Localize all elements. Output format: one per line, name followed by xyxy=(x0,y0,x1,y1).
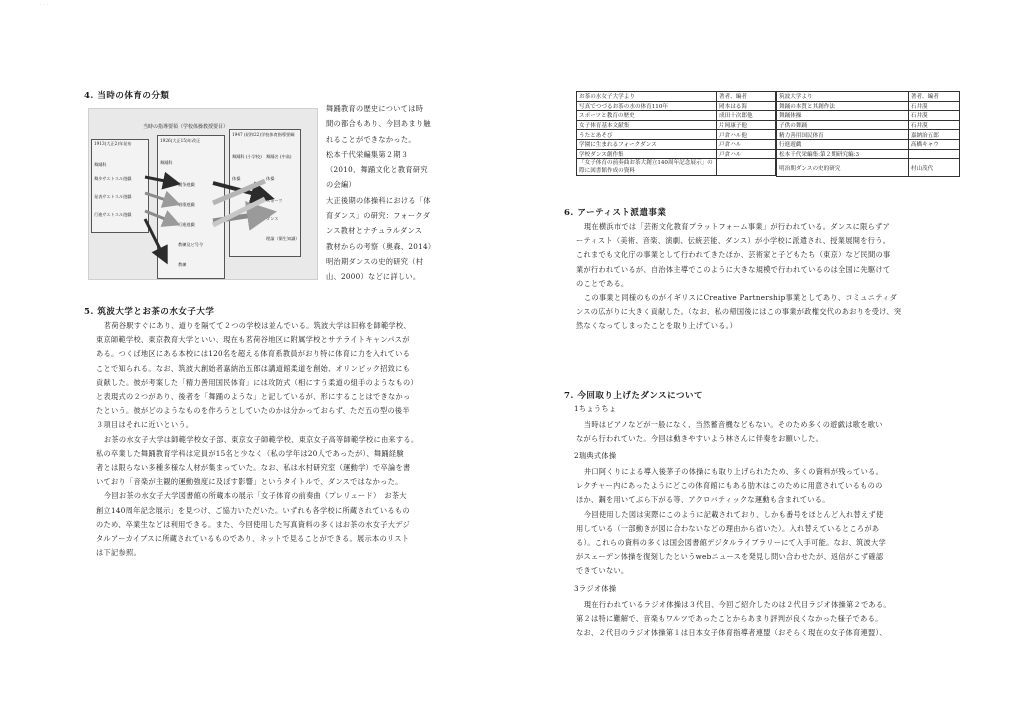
table-row xyxy=(577,111,776,121)
table-header-cell: お茶の水女子大学より xyxy=(577,92,717,102)
caption-line: 教材からの考察（奥森、2014） xyxy=(326,241,436,251)
diagram-caption xyxy=(326,101,456,285)
table-header-cell: 著者、編者 xyxy=(908,92,959,102)
body-line: ３項目はそれに近いという。 xyxy=(96,420,194,430)
table-row xyxy=(777,120,960,130)
table-row xyxy=(777,101,960,111)
caption-line: 舞踊教育の歴史については時 xyxy=(326,104,424,113)
body-line: この事業と同様のものがイギリスにCreative Partnership事業としてあり、コミュニティダ xyxy=(583,293,898,303)
table-cell: 女子体育基本文献集 xyxy=(577,120,717,130)
caption-line: 育ダンス」の研究：フォークダ xyxy=(326,211,431,221)
arrow xyxy=(145,219,165,259)
table-cell: 村山茂代 xyxy=(908,159,959,177)
body-line: のことである。 xyxy=(576,278,629,288)
table-cell: 行進遊戯 xyxy=(777,139,909,149)
body-line: 今回お茶の水女子大学図書館の所蔵本の展示「女子体育の前奏曲（プレリュード） お茶大 xyxy=(103,491,407,501)
table-cell: 学校ダンス創作集 xyxy=(577,149,717,159)
table-cell: 成田十次郎他 xyxy=(717,111,776,121)
body-line: いており「音楽が主観的運動強度に及ぼす影響」というタイトルで、ダンスではなかった。 xyxy=(96,477,403,487)
diagram-col2-header: 1926(大正15)年改正 xyxy=(160,138,201,143)
table-cell xyxy=(908,149,959,159)
diagram-cell: ダンス xyxy=(266,216,279,221)
table-cell: 石井漠 xyxy=(908,120,959,130)
table-row xyxy=(577,101,776,111)
table-row xyxy=(577,130,776,140)
table-row xyxy=(777,139,960,149)
caption-line: 大正後期の体操科における「体 xyxy=(326,195,431,205)
diagram-cell: 体操 xyxy=(266,176,275,181)
table-row xyxy=(777,111,960,121)
subsection-1-body xyxy=(576,418,956,446)
body-line: 用している（一部動きが図に合わないなどの理由から省いた）。入れ替えているところがあ xyxy=(576,523,880,533)
table-row xyxy=(577,159,776,176)
body-line: がスェーデン体操を復刻したというwebニュースを発見し問い合わせたが、返信がこず確認 xyxy=(576,552,884,562)
table-cell: 石井漠 xyxy=(908,111,959,121)
diagram-col1-header: 1913(大正2)年発布 xyxy=(94,141,132,146)
diagram-cell: 舞歩サエトスル遊戯 xyxy=(94,176,132,181)
diagram-cell: 体操 xyxy=(232,176,241,181)
body-line: と表現式の２つがあり、後者を「舞踊のような」と記しているが、形にすることはできなかっ xyxy=(96,392,411,402)
caption-line: れることができなかった。 xyxy=(326,134,416,144)
scan-artifact: · · · xyxy=(40,2,48,8)
section-5-body xyxy=(96,319,476,560)
table-cell: 「女子体育の前奏曲お茶大創立140周年記念展示」の際に図書館作成の資料 xyxy=(577,159,717,176)
body-line: 然なくなってしまったことを取り上げている。） xyxy=(576,321,738,331)
table-cell xyxy=(717,159,776,176)
arrow xyxy=(145,211,175,223)
table-header-cell: 筑波大学より xyxy=(777,92,909,102)
diagram-cell: 理論（衛生知識） xyxy=(266,236,300,241)
caption-line: 山、2000）などに詳しい。 xyxy=(326,272,421,282)
table-cell: 高橋キャウ xyxy=(908,139,959,149)
body-line: できていない。 xyxy=(576,566,629,576)
body-line: 今回使用した図は実際にこのように記載されており、しかも番号をほとんど入れ替えず使 xyxy=(583,509,884,519)
table-cell: 明治期ダンスの史的研究 xyxy=(777,159,909,177)
body-line: 茗荷谷駅すぐにあり、道りを隔てて２つの学校は並んでいる。筑波大学は旧称を師範学校、 xyxy=(103,321,411,330)
diagram-cell: 教練及ビ号令 xyxy=(178,242,204,247)
tsukuba-book-table xyxy=(776,91,960,177)
body-line: 貢献した。彼が考案した「精力善用国民体育」には攻防式（相にすう柔道の組手のようなもの） xyxy=(96,377,418,387)
table-cell: 学園に生まれるフォークダンス xyxy=(577,139,717,149)
caption-line: 間の都合もあり、今回あまり触 xyxy=(326,119,431,129)
body-line: 創立140周年記念展示」を見つけ、ご協力いただいた。いずれも各学校に所蔵されているもの xyxy=(96,505,410,515)
subsection-2-title: 2瑞典式体操 xyxy=(574,451,617,460)
body-line: レクチャー内にあったようにどこの体育館にもある肋木はこのために用意されているものの xyxy=(576,481,883,491)
table-cell: 子供の舞踊 xyxy=(777,120,909,130)
diagram-cell: 舞踊科 (小学校) xyxy=(232,154,262,159)
caption-line: ンス教材とナチュラルダンス xyxy=(326,226,423,236)
body-line: 東京師範学校、東京教育大学といい、現在も茗荷谷地区に附属学校とサテライトキャンパスが xyxy=(96,335,410,345)
body-line: 当時はピアノなどが一般になく、当然蓄音機などもない。そのため多くの遊戯は歌を歌い xyxy=(583,420,883,429)
table-cell: 松本千代栄編集:第２期研究編:3 xyxy=(777,149,909,159)
table-row xyxy=(577,120,776,130)
ochanomizu-book-table xyxy=(576,91,776,176)
body-line: たという。彼がどのようなものを作ろうとしていたのかは分かっておらず、ただ五の型の後半 xyxy=(96,406,410,416)
body-line: ある。つくば地区にある本校には120名を超える体育系教員がおり特に体育に力を入れている xyxy=(96,349,411,359)
subsection-3-title: 3ラジオ体操 xyxy=(574,584,617,593)
table-header-row xyxy=(577,92,776,102)
diagram-cell: 舞踊科 xyxy=(94,162,107,167)
arrow xyxy=(145,177,175,183)
diagram-cell: 舞踊科 xyxy=(160,160,173,165)
body-line: 現在行われているラジオ体操は３代目、今回ご紹介したのは２代目ラジオ体操第２である。 xyxy=(583,600,891,609)
table-row xyxy=(577,149,776,159)
diagram-cell: 競争遊戯 xyxy=(178,182,195,187)
diagram-cell: 発表サエトスル遊戯 xyxy=(94,194,132,199)
subsection-3-body xyxy=(576,598,956,641)
table-cell: 石井漠 xyxy=(908,101,959,111)
curriculum-diagram xyxy=(88,108,318,280)
table-cell: 精力善用国民体育 xyxy=(777,130,909,140)
table-cell: うたとあそび xyxy=(577,130,717,140)
table-row xyxy=(777,159,960,177)
table-cell: 嘉納治五郎 xyxy=(908,130,959,140)
table-row xyxy=(777,149,960,159)
section-5-title: 5. 筑波大学とお茶の水女子大学 xyxy=(84,307,215,317)
diagram-title: 当時の指導要領（学校体操教授要目） xyxy=(143,124,229,130)
diagram-cell: スポーツ xyxy=(266,198,283,203)
table-cell: 舞踊体操 xyxy=(777,111,909,121)
caption-line: の会編） xyxy=(326,180,356,190)
body-line: 私の卒業した舞踊教育学科は定員が15名と少なく（私の学年は20人であったが）、舞踊経験 xyxy=(96,448,404,458)
table-cell: 舞踊の本質と其創作法 xyxy=(777,101,909,111)
caption-line: 明治期ダンスの史的研究（村 xyxy=(326,256,424,266)
table-cell: 写真でつづるお茶の水の体育110年 xyxy=(577,101,717,111)
diagram-col3-header: 1947 (昭和22)学校体育指導要綱 xyxy=(232,132,295,137)
right-page xyxy=(512,0,1024,724)
caption-line: （2010、舞踊文化と教育研究 xyxy=(326,165,428,175)
diagram-arrows xyxy=(89,109,317,279)
body-line: る）。これらの資料の多くは国会図書館デジタルライブラリーにて入手可能。なお、筑波大学 xyxy=(576,538,887,548)
body-line: 第２は特に難解で、音楽もワルツであったことからあまり評判が良くなかった様子である。 xyxy=(576,614,883,624)
body-line: のため、卒業生などは利用できる。また、今回使用した写真資料の多くはお茶の水女子大デジ xyxy=(96,519,411,529)
diagram-cell: 教練 xyxy=(178,262,187,267)
body-line: ーティスト（美術、音楽、演劇、伝統芸能、ダンス）が小学校に派遣され、授業展開を行う。 xyxy=(576,236,891,246)
body-line: 者とは限らない多種多様な人材が集まっていた。なお、私は水村研究室（運動学）で卒論を書 xyxy=(96,463,411,473)
table-row xyxy=(777,130,960,140)
body-line: なお、２代目のラジオ体操第１は日本女子体育指導者連盟（おそらく現在の女子体育連盟）、 xyxy=(576,628,887,638)
subsection-1-title: 1ちょうちょ xyxy=(574,404,617,413)
diagram-cell: 行進遊戯 xyxy=(178,222,195,227)
body-line: タルアーカイブスに所蔵されているものであり、ネットで見ることができる。展示本のリスト xyxy=(96,534,410,544)
section-6-body xyxy=(576,220,956,334)
subsection-2-body xyxy=(576,465,956,579)
body-line: ほか、鋼を用いてぶら下がる等、アクロバティックな運動も含まれている。 xyxy=(576,495,830,505)
diagram-cell: 舞踊名 (中高) xyxy=(266,154,292,159)
body-line: ンスの広がりに大きく貢献した。（なお、私の帰国後にはこの事業が政権交代のあおりを受け、突 xyxy=(576,307,902,317)
table-cell: 岡本はる海 xyxy=(717,101,776,111)
body-line: 井口阿くりによる導入後茅子の体操にも取り上げられたため、多くの資料が残っている。 xyxy=(583,467,884,476)
table-row xyxy=(577,139,776,149)
caption-line: 松本千代栄編集第２期３ xyxy=(326,149,409,159)
arrow xyxy=(145,193,175,203)
diagram-cell: 行進サエトスル遊戯 xyxy=(94,212,132,217)
body-line: 業が行われているが、自治体主導でこのように大きな規模で行われているのは全国に先駆けて xyxy=(576,264,891,274)
body-line: ことで知られる。なお、筑波大創始者嘉納治五郎は講道館柔道を創始、オリンピック招致にも xyxy=(96,363,411,373)
body-line: これまでも文化庁の事業として行われてきたほか、芸術家と子どもたち（東京）など民間の事 xyxy=(576,250,891,260)
table-cell: スポーツと教育の歴史 xyxy=(577,111,717,121)
table-header-cell: 著者、編者 xyxy=(717,92,776,102)
table-cell: 戸倉ハル他 xyxy=(717,130,776,140)
table-cell: 戸倉ハル xyxy=(717,149,776,159)
table-cell: 戸倉ハル xyxy=(717,139,776,149)
body-line: ながら行われていた。今回は動きやすいよう林さんに伴奏をお願いした。 xyxy=(576,434,824,444)
diagram-cell: 唱歌遊戯 xyxy=(178,202,195,207)
body-line: は下記参照。 xyxy=(96,548,141,558)
body-line: お茶の水女子大学は師範学校女子部、東京女子師範学校、東京女子高等師範学校に由来する。 xyxy=(103,434,419,444)
section-4-title: 4. 当時の体育の分類 xyxy=(84,91,170,101)
section-6-title: 6. アーティスト派遣事業 xyxy=(564,208,667,218)
body-line: 現在横浜市では「芸術文化教育プラットフォーム事業」が行われている。ダンスに限らずア xyxy=(583,222,891,231)
table-cell: 片岡康子他 xyxy=(717,120,776,130)
section-7-title: 7. 今回取り上げたダンスについて xyxy=(564,391,703,401)
table-header-row xyxy=(777,92,960,102)
